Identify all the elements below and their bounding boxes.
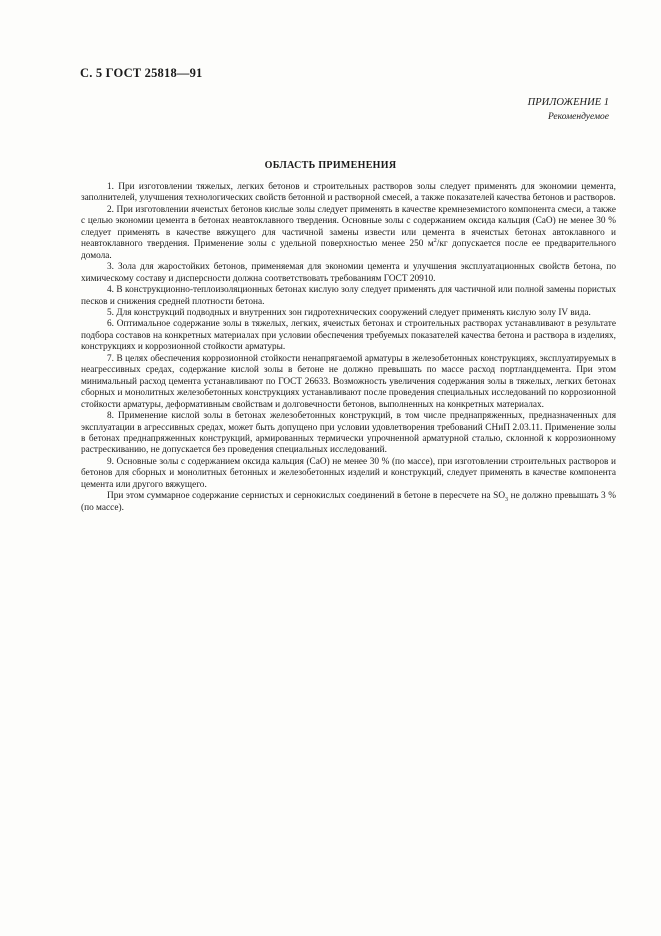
paragraph-9: 9. Основные золы с содержанием оксида кальция (СаО) не менее 30 % (по массе), при изготовлении строительных растворов и бетонов для сборных и монолитных бетонных и железобетонных изделий и конструкций, следует применять в качестве компонента цемента или другого вяжущего.: [81, 456, 616, 490]
paragraph-3: 3. Зола для жаростойких бетонов, применяемая для экономии цемента и улучшения эксплуатационных свойств бетона, по химическому составу и дисперсности должна соответствовать требованиям ГОСТ 20910.: [81, 262, 616, 284]
appendix-block: [528, 96, 609, 124]
appendix-label: ПРИЛОЖЕНИЕ 1: [527, 97, 609, 108]
superscript: 2: [433, 238, 437, 245]
paragraph-2-text-end: /кг допускается после ее предварительного домола.: [81, 239, 617, 261]
paragraph-10-text-end: не должно превышать 3 % (по массе).: [81, 491, 616, 513]
section-title: ОБЛАСТЬ ПРИМЕНЕНИЯ: [264, 160, 397, 171]
paragraph-1: 1. При изготовлении тяжелых, легких бетонов и строительных растворов золы следует применять для экономии цемента, заполнителей, улучшения технологических свойств бетонной и растворной смесей, а также показателей качества бетонов и растворов.: [81, 182, 616, 204]
appendix-status: Рекомендуемое: [547, 112, 609, 122]
paragraph-2: [81, 205, 616, 262]
document-body: [81, 182, 616, 514]
paragraph-10: [81, 491, 616, 514]
page-header: С. 5 ГОСТ 25818—91: [80, 66, 203, 80]
paragraph-2-text: 2. При изготовлении ячеистых бетонов кислые золы следует применять в качестве кремнеземистого компонента смеси, а также с целью экономии цемента в бетонах неавтоклавного твердения. Основные золы с содержанием оксида кальция (СаО) не менее 30 % следует применять в качестве вяжущего для частичной замены извести или цемента в ячеистых бетонах автоклавного и неавтоклавного твердения. Применение золы с удельной поверхностью менее 250 м: [81, 204, 616, 250]
paragraph-5: 5. Для конструкций подводных и внутренних зон гидротехнических сооружений следует применять кислую золу IV вида.: [107, 307, 591, 318]
paragraph-10-text: При этом суммарное содержание сернистых и сернокислых соединений в бетоне в пересчете на SO: [107, 491, 506, 502]
paragraph-8: 8. Применение кислой золы в бетонах железобетонных конструкций, в том числе преднапряженных, предназначенных для эксплуатации в агрессивных средах, может быть допущено при условии удовлетворения требований СНиП 2.03.11. Применение золы в бетонах преднапряженных конструкций, армированных термически упрочненной арматурной сталью, склонной к коррозионному растрескиванию, не допускается без проведения специальных исследований.: [81, 411, 616, 456]
paragraph-4: 4. В конструкционно-теплоизоляционных бетонах кислую золу следует применять для частичной или полной замены пористых песков и снижения средней плотности бетона.: [81, 285, 616, 307]
subscript: 3: [505, 497, 509, 504]
paragraph-6: 6. Оптимальное содержание золы в тяжелых, легких, ячеистых бетонах и строительных растворах устанавливают в результате подбора составов на конкретных материалах при условии обеспечения требуемых показателей качества бетона и раствора в изделиях, конструкциях и коррозионной стойкости арматуры.: [81, 319, 616, 353]
paragraph-7: 7. В целях обеспечения коррозионной стойкости ненапрягаемой арматуры в железобетонных конструкциях, эксплуатируемых в неагрессивных средах, содержание кислой золы в бетоне не должно превышать по массе расход портландцемента. При этом минимальный расход цемента устанавливают по ГОСТ 26633. Возможность увеличения содержания золы в тяжелых, легких бетонах сборных и монолитных железобетонных конструкциях устанавливают после проведения специальных исследований по коррозионной стойкости арматуры, деформативным свойствам и долговечности бетонов, выполненных на конкретных материалах.: [81, 353, 616, 410]
